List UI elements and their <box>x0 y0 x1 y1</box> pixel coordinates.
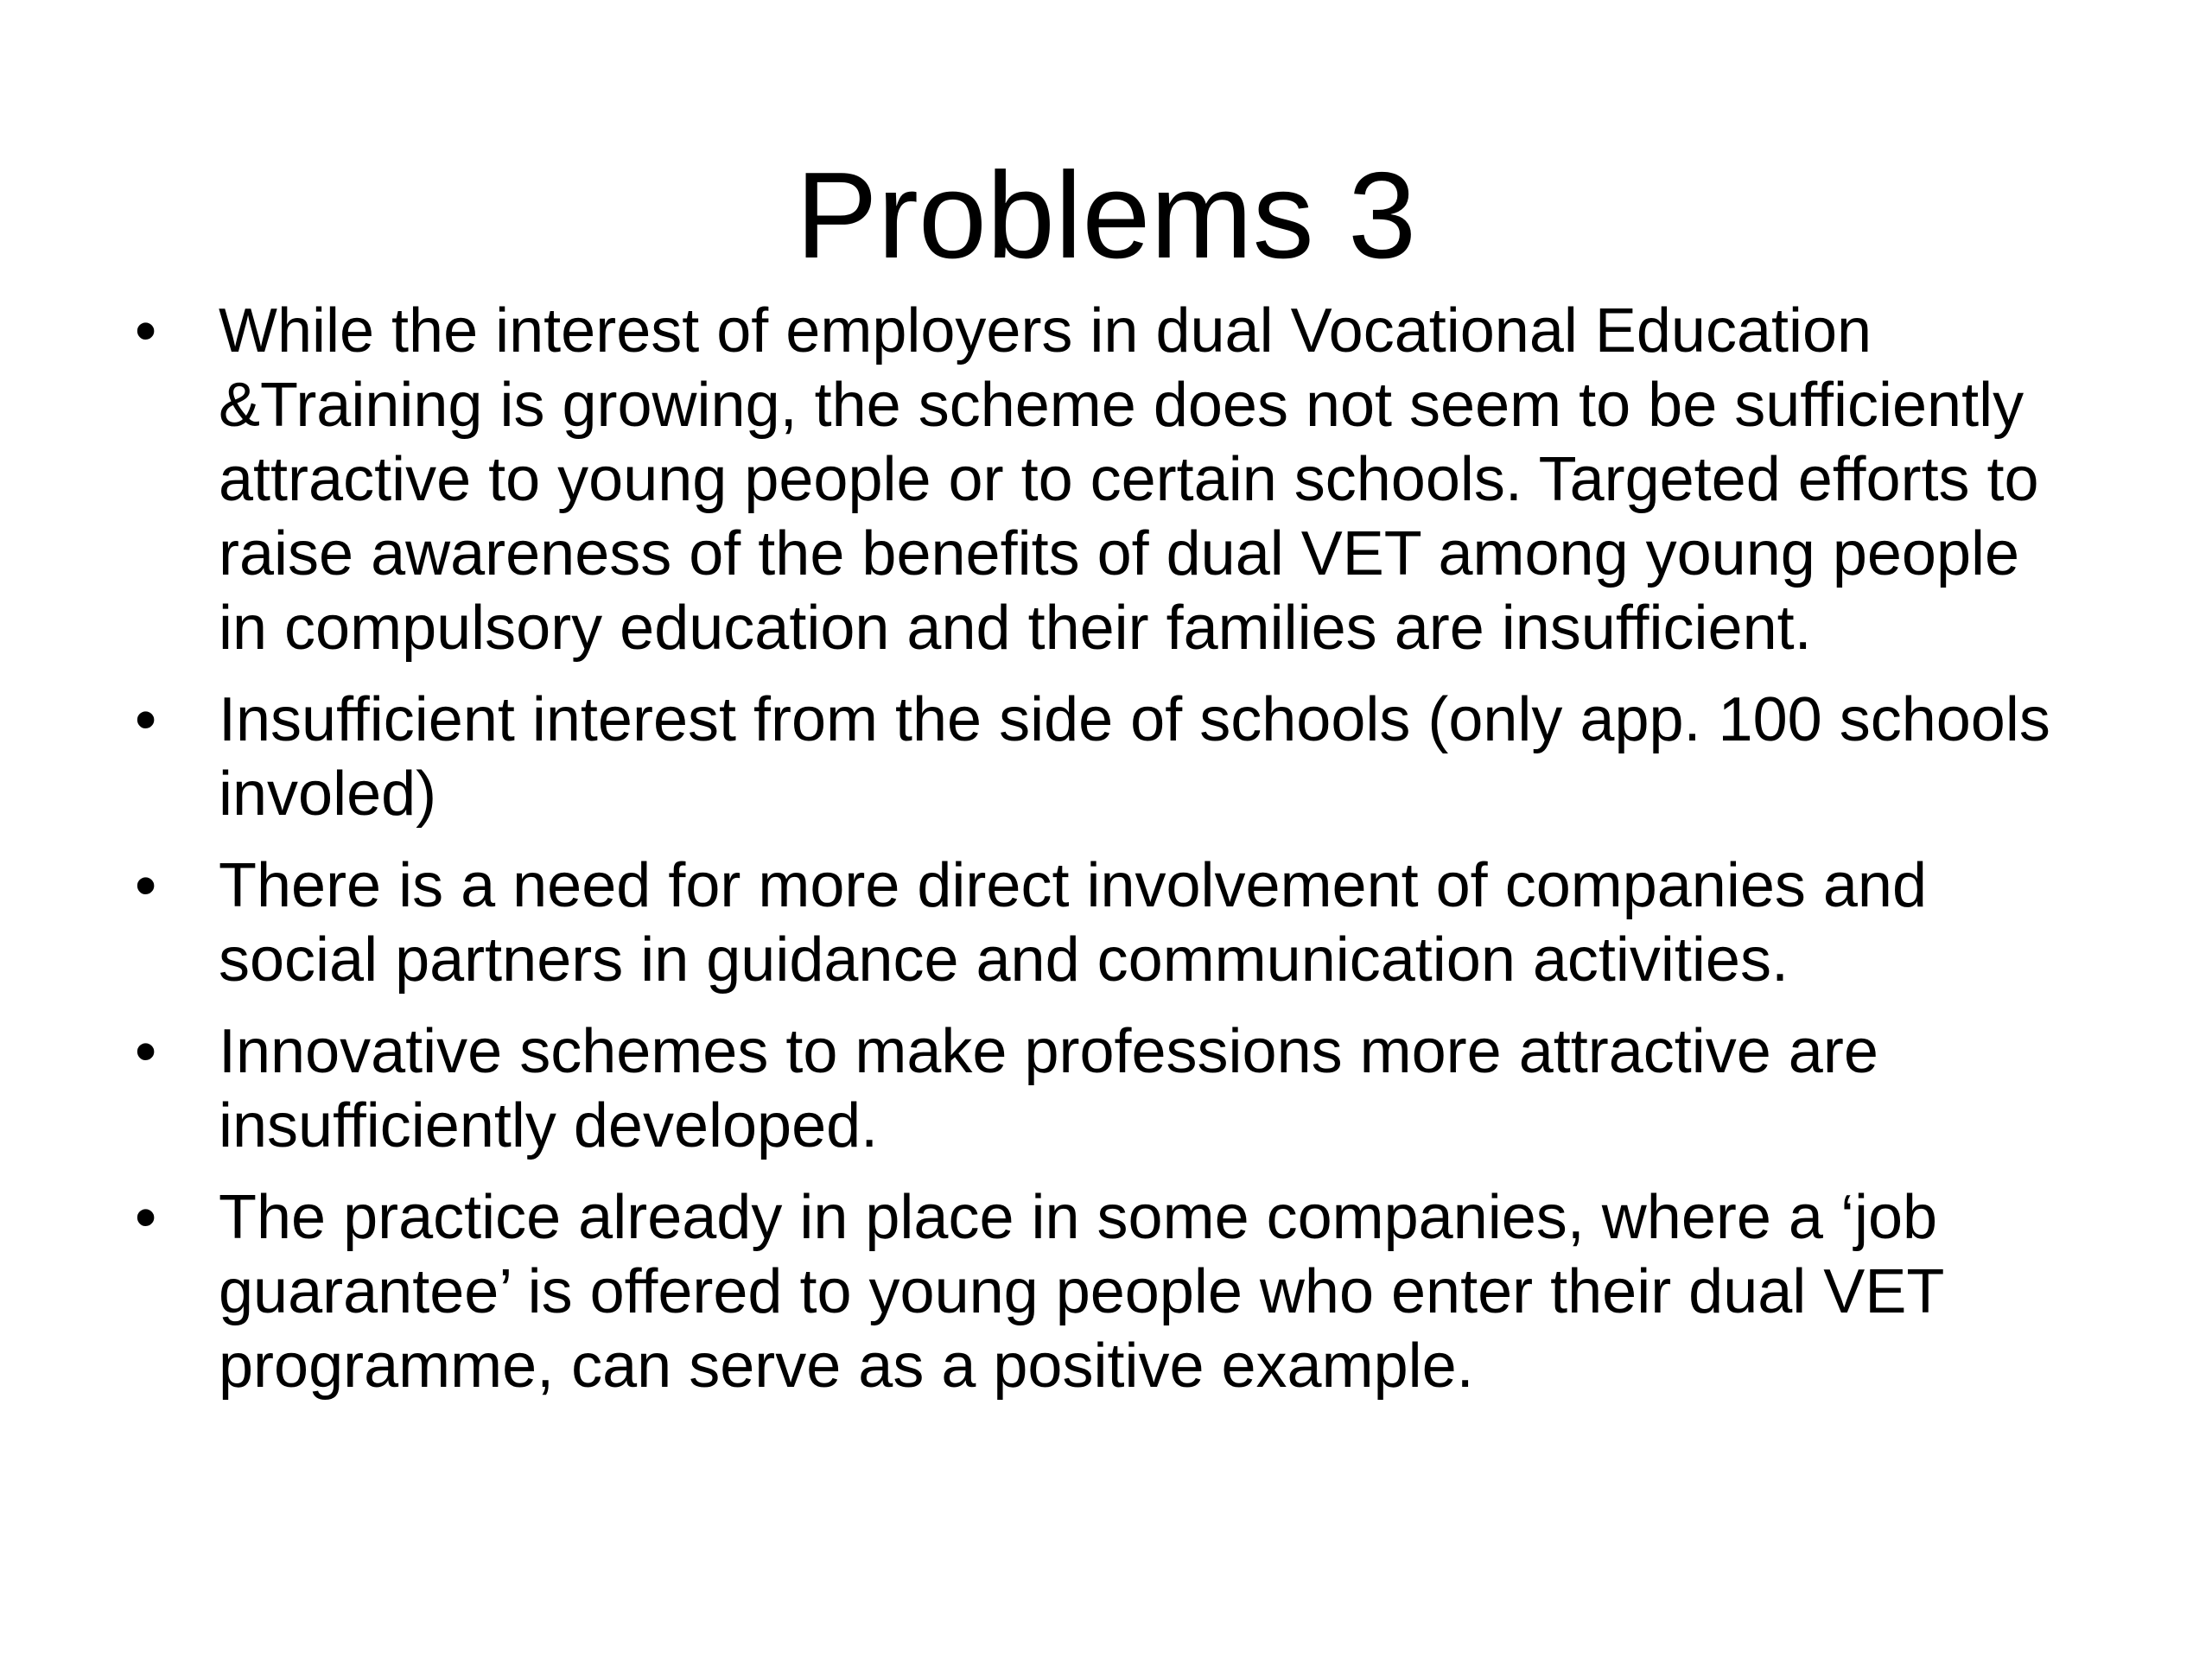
bullet-marker: • <box>135 685 157 754</box>
bullet-item <box>130 1014 2082 1163</box>
bullet-text: Innovative schemes to make professions more attractive are insufficiently developed. <box>219 1017 1878 1160</box>
slide-title: Problems 3 <box>795 147 1417 284</box>
bullet-item <box>130 849 2082 997</box>
bullet-item <box>130 294 2082 665</box>
bullet-text: Insufficient interest from the side of schools (only app. 100 schools involed) <box>219 685 2050 829</box>
bullet-list <box>130 294 2082 1421</box>
bullet-text: The practice already in place in some companies, where a ‘job guarantee’ is offered to young people who enter their dual VET programme, can serve as a positive example. <box>219 1183 1944 1401</box>
bullet-text: While the interest of employers in dual Vocational Education &Training is growing, the scheme does not seem to be sufficiently attractive to young people or to certain schools. Targeted efforts to raise awareness of the benefits of dual VET among young people in compulsory education and their families are insufficient. <box>219 296 2039 663</box>
bullet-marker: • <box>135 1017 157 1086</box>
bullet-item <box>130 1180 2082 1403</box>
bullet-marker: • <box>135 851 157 920</box>
bullet-marker: • <box>135 1183 157 1252</box>
bullet-text: There is a need for more direct involvement of companies and social partners in guidance and communication activities. <box>219 851 1928 995</box>
bullet-marker: • <box>135 296 157 365</box>
bullet-item <box>130 683 2082 831</box>
